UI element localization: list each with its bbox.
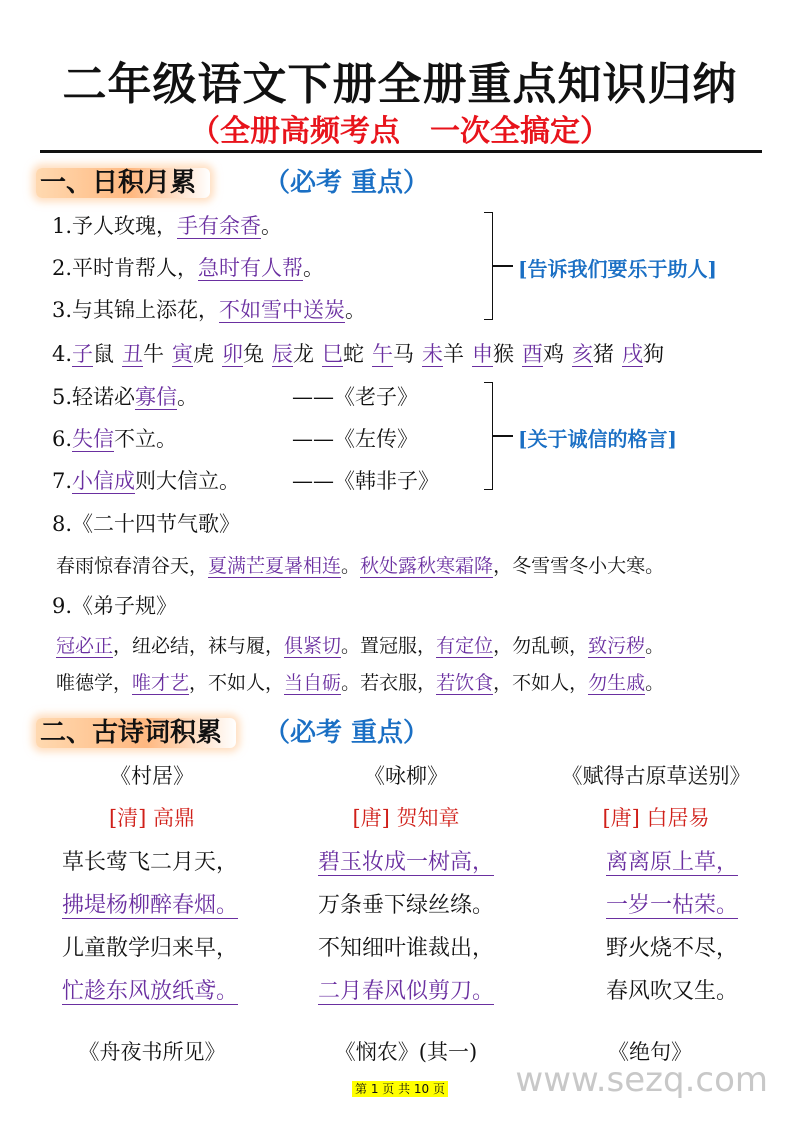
zodiac-animal: 鸡: [543, 342, 565, 366]
zodiac-animal: 兔: [243, 342, 265, 366]
poem-line: [62, 974, 312, 1005]
item-6: 6.失信不立。: [52, 427, 178, 451]
item-2: 2.平时肯帮人，急时有人帮。: [52, 256, 325, 280]
poem-title: 《咏柳》: [364, 764, 448, 788]
poem-line-text: 不知细叶谁裁出，: [318, 936, 495, 961]
bracket-2: [484, 382, 493, 490]
zodiac-branch: 酉: [522, 342, 544, 366]
poem-line-text: 万条垂下绿丝绦。: [318, 893, 495, 918]
zodiac-animal: 蛇: [343, 342, 365, 366]
poem-line-text: 一岁一枯荣。: [606, 893, 739, 918]
poem-line-text: 二月春风似剪刀。: [318, 979, 495, 1004]
zodiac-branch: 亥: [572, 342, 594, 366]
poem-line-text: 草长莺飞二月天，: [62, 850, 239, 875]
note-honesty: [关于诚信的格言]: [518, 427, 677, 451]
bracket-1-tick: [493, 265, 513, 267]
zodiac-animal: 马: [393, 342, 415, 366]
item-7: 7.小信成则大信立。: [52, 469, 241, 493]
zodiac-animal: 猴: [493, 342, 515, 366]
page-number: 第 1 页 共 10 页: [352, 1081, 448, 1097]
poem-line: [62, 931, 312, 962]
poem-line-text: 忙趁东风放纸鸢。: [62, 979, 239, 1004]
poem-line: [606, 931, 800, 962]
item-1: 1.予人玫瑰，手有余香。: [52, 214, 283, 238]
poem-line: [62, 888, 312, 919]
item-3: 3.与其锦上添花，不如雪中送炭。: [52, 298, 367, 322]
zodiac-number: 4.: [52, 342, 73, 366]
poem-line-text: 拂堤杨柳醉春烟。: [62, 893, 239, 918]
section1-tag: （必考 重点）: [264, 168, 430, 198]
poem-title: 《赋得古原草送别》: [561, 764, 751, 788]
zodiac-animal: 龙: [293, 342, 315, 366]
poem-line: [606, 845, 800, 876]
zodiac-branch: 辰: [272, 342, 294, 366]
zodiac-branch: 丑: [122, 342, 144, 366]
poem-author: [唐] 贺知章: [352, 806, 460, 830]
bracket-2-tick: [493, 435, 513, 437]
next-poem-title-1: 《舟夜书所见》: [78, 1040, 226, 1064]
zodiac-branch: 未: [422, 342, 444, 366]
next-poem-title-2: 《悯农》(其一): [334, 1040, 478, 1064]
poem-line-text: 春风吹又生。: [606, 979, 739, 1004]
page-subtitle: （全册高频考点 一次全搞定）: [190, 114, 610, 149]
zodiac-animal: 狗: [643, 342, 665, 366]
item-7-source: ——《韩非子》: [292, 469, 439, 493]
zodiac-branch: 戌: [622, 342, 644, 366]
item-9-line-2: 唯德学，唯才艺，不如人，当自砺。若衣服，若饮食，不如人，勿生戚。: [56, 672, 665, 694]
watermark: www.sezq.com: [515, 1060, 768, 1100]
poem-line-text: 离离原上草，: [606, 850, 739, 875]
title-divider: [40, 150, 762, 153]
poem-author: [清] 高鼎: [108, 806, 196, 830]
zodiac-animal: 猪: [593, 342, 615, 366]
zodiac-branch: 寅: [172, 342, 194, 366]
item-8-title: 8.《二十四节气歌》: [52, 512, 241, 536]
section2-heading: 二、古诗词积累: [36, 712, 236, 749]
poem-line: [62, 845, 312, 876]
poem-line: [318, 845, 568, 876]
poem-line-text: 碧玉妆成一树高，: [318, 850, 495, 875]
item-5: 5.轻诺必寡信。: [52, 385, 199, 409]
zodiac-branch: 巳: [322, 342, 344, 366]
zodiac-animal: 牛: [143, 342, 165, 366]
poem-line-text: 野火烧不尽，: [606, 936, 739, 961]
item-9-title: 9.《弟子规》: [52, 594, 178, 618]
zodiac-animal: 鼠: [93, 342, 115, 366]
poem-line: [318, 974, 568, 1005]
zodiac-branch: 午: [372, 342, 394, 366]
bracket-1: [484, 212, 493, 320]
item-4-zodiac: [52, 338, 664, 368]
zodiac-branch: 卯: [222, 342, 244, 366]
poem-line: [606, 974, 800, 1005]
poem-line: [606, 888, 800, 919]
item-6-source: ——《左传》: [292, 427, 418, 451]
section2-tag: （必考 重点）: [264, 718, 430, 748]
item-9-line-1: 冠必正，纽必结，袜与履，俱紧切。置冠服，有定位，勿乱顿，致污秽。: [56, 635, 665, 657]
next-poem-title-3: 《绝句》: [608, 1040, 692, 1064]
zodiac-animal: 虎: [193, 342, 215, 366]
poem-line: [318, 931, 568, 962]
poem-title: 《村居》: [110, 764, 194, 788]
page-title: 二年级语文下册全册重点知识归纳: [62, 59, 738, 110]
item-8-text: 春雨惊春清谷天，夏满芒夏暑相连。秋处露秋寒霜降，冬雪雪冬小大寒。: [56, 555, 665, 577]
zodiac-animal: 羊: [443, 342, 465, 366]
poem-line: [318, 888, 568, 919]
poem-author: [唐] 白居易: [602, 806, 710, 830]
item-5-source: ——《老子》: [292, 385, 418, 409]
zodiac-branch: 子: [72, 342, 94, 366]
zodiac-branch: 申: [472, 342, 494, 366]
note-helping: [告诉我们要乐于助人]: [518, 257, 717, 281]
section1-heading: 一、日积月累: [36, 162, 210, 199]
poem-line-text: 儿童散学归来早，: [62, 936, 239, 961]
